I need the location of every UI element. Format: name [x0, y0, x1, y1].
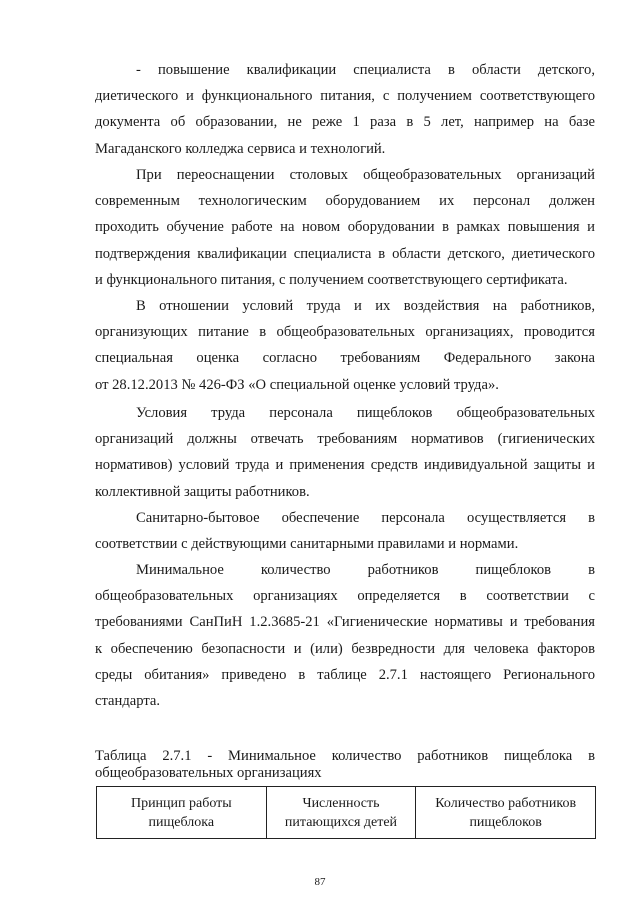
text-line: документа об образовании, не реже 1 раза в 5 лет, например на базе [95, 114, 595, 131]
text-line: При переоснащении столовых общеобразовательных организаций [136, 167, 595, 183]
text-line: специальная оценка согласно требованиям Федерального закона [95, 350, 595, 367]
paragraph-4 [95, 400, 595, 505]
text-line: диетического и функционального питания, с получением соответствующего [95, 88, 595, 105]
caption-line: Таблица 2.7.1 - Минимальное количество работников пищеблока в [95, 748, 595, 764]
table-caption [95, 748, 595, 782]
paragraph-6 [95, 557, 595, 714]
page-number: 87 [314, 876, 326, 888]
text-line: к обеспечению безопасности и (или) безвредности для человека факторов [95, 640, 595, 657]
text-line: Магаданского колледжа сервиса и технологий. [95, 140, 386, 157]
text-line: - повышение квалификации специалиста в области детского, [136, 62, 595, 78]
header-line: Количество работников [435, 796, 577, 811]
workers-table [96, 786, 596, 839]
text-line: Санитарно-бытовое обеспечение персонала осуществляется в [136, 510, 595, 526]
text-line: подтверждения квалификации специалиста в области детского, диетического [95, 245, 595, 262]
text-line: стандарта. [95, 693, 161, 710]
header-line: пищеблока [148, 815, 215, 830]
header-line: пищеблоков [469, 815, 542, 830]
column-header-principle [97, 787, 267, 839]
text-line: от 28.12.2013 № 426-ФЗ «О специальной оценке условий труда». [95, 376, 499, 393]
text-line: организующих питание в общеобразовательных организациях, проводится [95, 324, 595, 341]
text-line: Условия труда персонала пищеблоков общеобразовательных [136, 405, 595, 421]
paragraph-2 [95, 162, 595, 293]
text-line: соответствии с действующими санитарными правилами и нормами. [95, 536, 519, 553]
paragraph-1 [95, 57, 595, 162]
caption-line: общеобразовательных организациях [95, 765, 322, 781]
table-header-row [97, 787, 596, 839]
text-line: общеобразовательных организациях определяется в соответствии с [95, 588, 595, 605]
text-line: В отношении условий труда и их воздействия на работников, [136, 298, 595, 314]
text-line: современным технологическим оборудованием их персонал должен [95, 193, 595, 210]
column-header-workers-count [416, 787, 596, 839]
text-line: коллективной защиты работников. [95, 483, 310, 500]
text-line: нормативов) условий труда и применения средств индивидуальной защиты и [95, 457, 595, 474]
text-line: среды обитания» приведено в таблице 2.7.1 настоящего Регионального [95, 666, 595, 683]
text-line: и функционального питания, с получением соответствующего сертификата. [95, 271, 568, 288]
header-line: питающихся детей [284, 815, 398, 830]
text-line: проходить обучение работе на новом оборудовании в рамках повышения и [95, 219, 595, 236]
text-line: Минимальное количество работников пищеблоков в [136, 562, 595, 578]
header-line: Численность [302, 796, 380, 811]
column-header-children-count [266, 787, 416, 839]
paragraph-5 [95, 505, 595, 557]
header-line: Принцип работы [130, 796, 232, 811]
paragraph-3 [95, 293, 595, 398]
text-line: требованиями СанПиН 1.2.3685-21 «Гигиенические нормативы и требования [95, 614, 595, 631]
text-line: организаций должны отвечать требованиям нормативов (гигиенических [95, 431, 595, 448]
